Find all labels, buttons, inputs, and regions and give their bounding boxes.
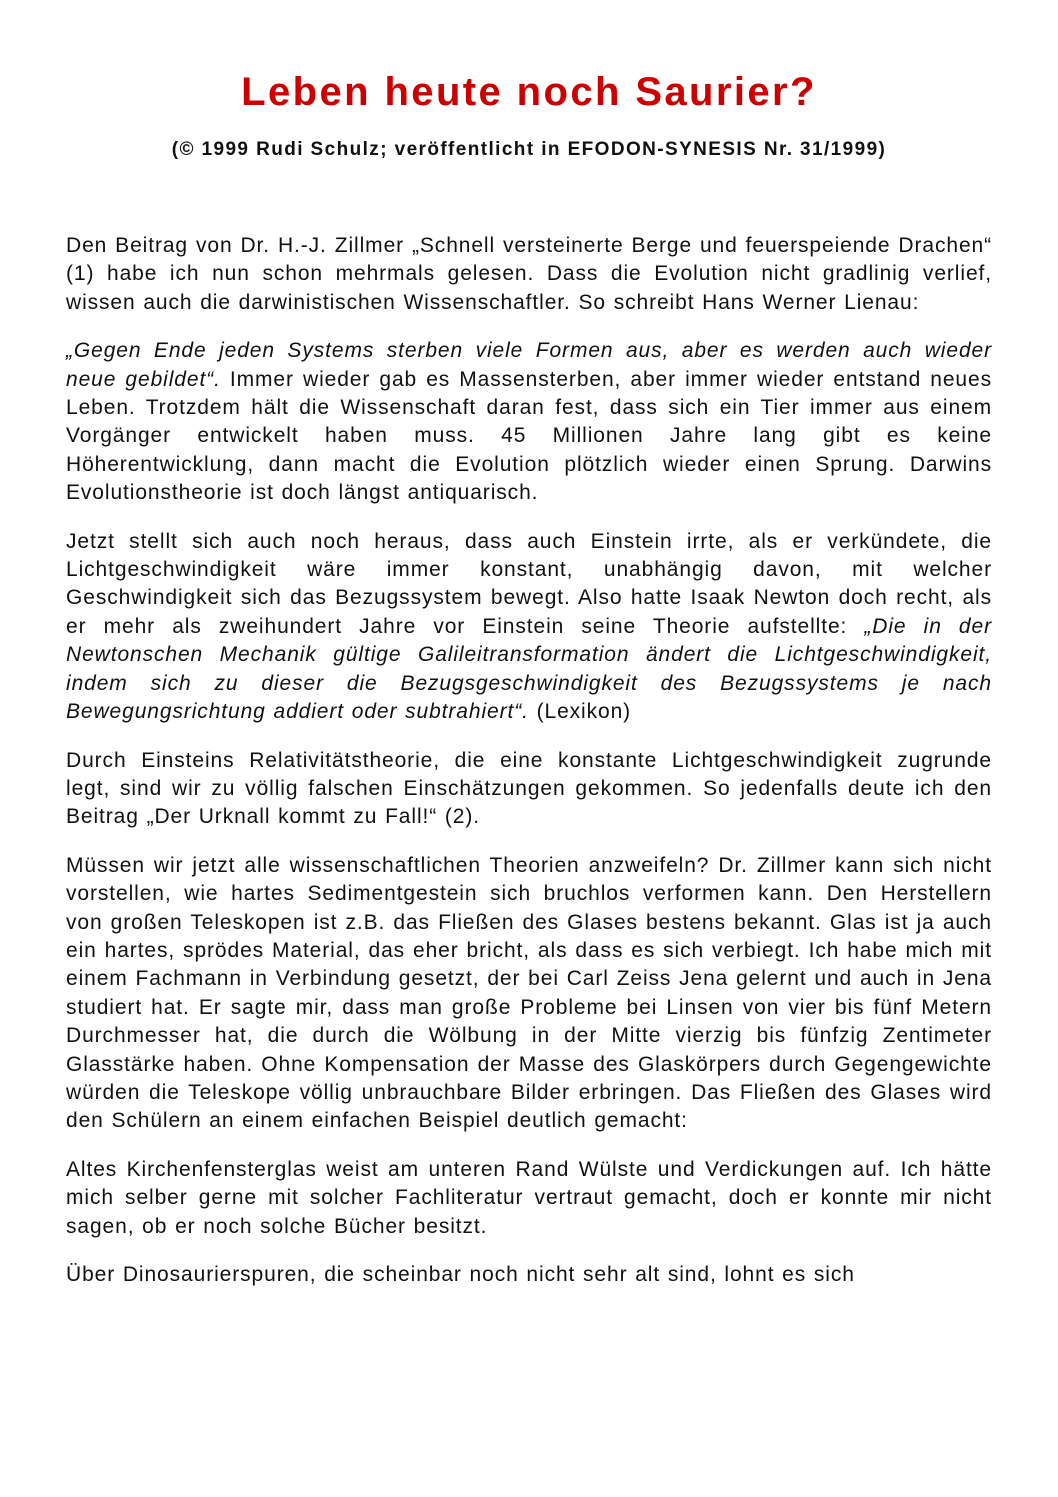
article-body [66,232,992,1289]
paragraph-2-quote: „Gegen Ende jeden Systems sterben viele Formen aus, aber es werden auch wieder neue gebildet“. [66,339,992,391]
paragraph-1 [66,232,992,317]
paragraph-3 [66,528,992,727]
paragraph-3-quote: „Die in der Newtonschen Mechanik gültige Galileitransformation ändert die Lichtgeschwindigkeit, indem sich zu dieser die Bezugsgeschwindigkeit des Bezugssystems je nach Bewegungsrichtung addiert oder subtrahiert“. [66,614,992,724]
paragraph-2 [66,337,992,507]
paragraph-4-text: Durch Einsteins Relativitätstheorie, die eine konstante Lichtgeschwindigkeit zugrunde legt, sind wir zu völlig falschen Einschätzungen gekommen. So jedenfalls deute ich den Beitrag „Der Urknall kommt zu Fall!“ (2). [66,748,992,829]
paragraph-7-text: Über Dinosaurierspuren, die scheinbar noch nicht sehr alt sind, lohnt es sich [66,1263,855,1286]
paragraph-1-text: Den Beitrag von Dr. H.-J. Zillmer „Schnell versteinerte Berge und feuerspeiende Drachen“ (1) habe ich nun schon mehrmals gelesen. Dass die Evolution nicht gradlinig verlief, wissen auch die darwinistischen Wissenschaftler. So schreibt Hans Werner Lienau: [66,234,992,314]
article-title: Leben heute noch Saurier? [241,70,817,114]
paragraph-7 [66,1261,992,1289]
paragraph-5 [66,852,992,1136]
article-subtitle: (© 1999 Rudi Schulz; veröffentlicht in EFODON-SYNESIS Nr. 31/1999) [171,139,887,160]
paragraph-3-text: Jetzt stellt sich auch noch heraus, dass auch Einstein irrte, als er verkündete, die Lichtgeschwindigkeit wäre immer konstant, unabhängig davon, mit welcher Geschwindigkeit sich das Bezugssystem bewegt. Also hatte Isaak Newton doch recht, als er mehr als zweihundert Jahre vor Einstein seine Theorie aufstellte: [66,529,992,638]
paragraph-3-tail: (Lexikon) [528,700,632,724]
paragraph-6 [66,1156,992,1241]
paragraph-5-text: Müssen wir jetzt alle wissenschaftlichen Theorien anzweifeln? Dr. Zillmer kann sich nicht vorstellen, wie hartes Sedimentgestein sich bruchlos verformen kann. Den Herstellern von großen Teleskopen ist z.B. das Fließen des Glases bestens bekannt. Glas ist ja auch ein hartes, sprödes Material, das eher bricht, als dass es sich verbiegt. Ich habe mich mit einem Fachmann in Verbindung gesetzt, der bei Carl Zeiss Jena gelernt und auch in Jena studiert hat. Er sagte mir, dass man große Probleme bei Linsen von vier bis fünf Metern Durchmesser hat, die durch die Wölbung in der Mitte vierzig bis fünfzig Zentimeter Glasstärke haben. Ohne Kompensation der Masse des Glaskörpers durch Gegengewichte würden die Teleskope völlig unbrauchbare Bilder erbringen. Das Fließen des Glases wird den Schülern an einem einfachen Beispiel deutlich gemacht: [66,853,992,1133]
paragraph-2-text: Immer wieder gab es Massensterben, aber immer wieder entstand neues Leben. Trotzdem hält die Wissenschaft daran fest, dass sich ein Tier immer aus einem Vorgänger entwickelt haben muss. 45 Millionen Jahre lang gibt es keine Höherentwicklung, dann macht die Evolution plötzlich wieder einen Sprung. Darwins Evolutionstheorie ist doch längst antiquarisch. [66,367,992,505]
paragraph-6-text: Altes Kirchenfensterglas weist am unteren Rand Wülste und Verdickungen auf. Ich hätte mich selber gerne mit solcher Fachliteratur vertraut gemacht, doch er konnte mir nicht sagen, ob er noch solche Bücher besitzt. [66,1157,992,1238]
paragraph-4 [66,747,992,832]
